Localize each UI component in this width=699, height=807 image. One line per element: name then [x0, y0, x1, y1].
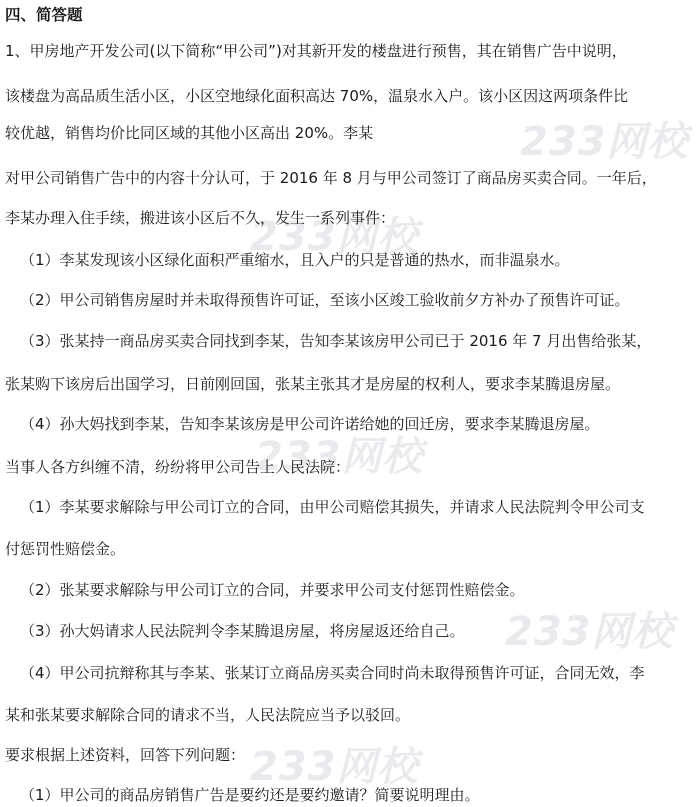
paragraph-line: 对甲公司销售广告中的内容十分认可，于 2016 年 8 月与甲公司签订了商品房买卖合同。一年后， — [5, 169, 657, 187]
event-item: （4）孙大妈找到李某，告知李某该房是甲公司许诺给她的回迁房，要求李某腾退房屋。 — [20, 415, 600, 433]
paragraph-line: 某和张某要求解除合同的请求不当，人民法院应当予以驳回。 — [5, 706, 411, 724]
watermark: 233网校 — [520, 119, 689, 165]
watermark: 233网校 — [250, 214, 419, 260]
claim-item: （4）甲公司抗辩称其与李某、张某订立商品房买卖合同时尚未取得预售许可证，合同无效，李 — [20, 664, 645, 682]
watermark: 233网校 — [250, 744, 419, 790]
claim-item: （3）孙大妈请求人民法院判令李某腾退房屋，将房屋返还给自己。 — [20, 622, 465, 640]
question-item: （1）甲公司的商品房销售广告是要约还是要约邀请？简要说明理由。 — [20, 786, 480, 804]
claim-item: （2）张某要求解除与甲公司订立的合同，并要求甲公司支付惩罚性赔偿金。 — [20, 581, 525, 599]
paragraph-line: 张某购下该房后出国学习，日前刚回国，张某主张其才是房屋的权利人，要求李某腾退房屋。 — [5, 375, 621, 393]
watermark: 233网校 — [255, 434, 424, 480]
event-item: （1）李某发现该小区绿化面积严重缩水，且入户的只是普通的热水，而非温泉水。 — [20, 251, 570, 269]
watermark: 233网校 — [505, 609, 674, 655]
section-title: 四、简答题 — [5, 6, 83, 24]
claim-item: （1）李某要求解除与甲公司订立的合同，由甲公司赔偿其损失，并请求人民法院判令甲公司支 — [20, 498, 645, 516]
paragraph-line: 当事人各方纠缠不清，纷纷将甲公司告上人民法院： — [5, 458, 351, 476]
event-item: （3）张某持一商品房买卖合同找到李某，告知李某该房甲公司已于 2016 年 7 月出售给张某， — [20, 332, 652, 350]
paragraph-line: 付惩罚性赔偿金。 — [5, 540, 126, 558]
paragraph-line: 1、甲房地产开发公司(以下简称“甲公司”)对其新开发的楼盘进行预售，其在销售广告中说明， — [5, 42, 627, 60]
event-item: （2）甲公司销售房屋时并未取得预售许可证，至该小区竣工验收前夕方补办了预售许可证。 — [20, 291, 630, 309]
paragraph-line: 较优越，销售均价比同区域的其他小区高出 20%。李某 — [5, 124, 374, 142]
paragraph-line: 李某办理入住手续，搬进该小区后不久，发生一系列事件： — [5, 209, 396, 227]
paragraph-line: 该楼盘为高品质生活小区，小区空地绿化面积高达 70%，温泉水入户。该小区因这两项条件比 — [5, 87, 629, 105]
paragraph-line: 要求根据上述资料，回答下列问题： — [5, 746, 246, 764]
